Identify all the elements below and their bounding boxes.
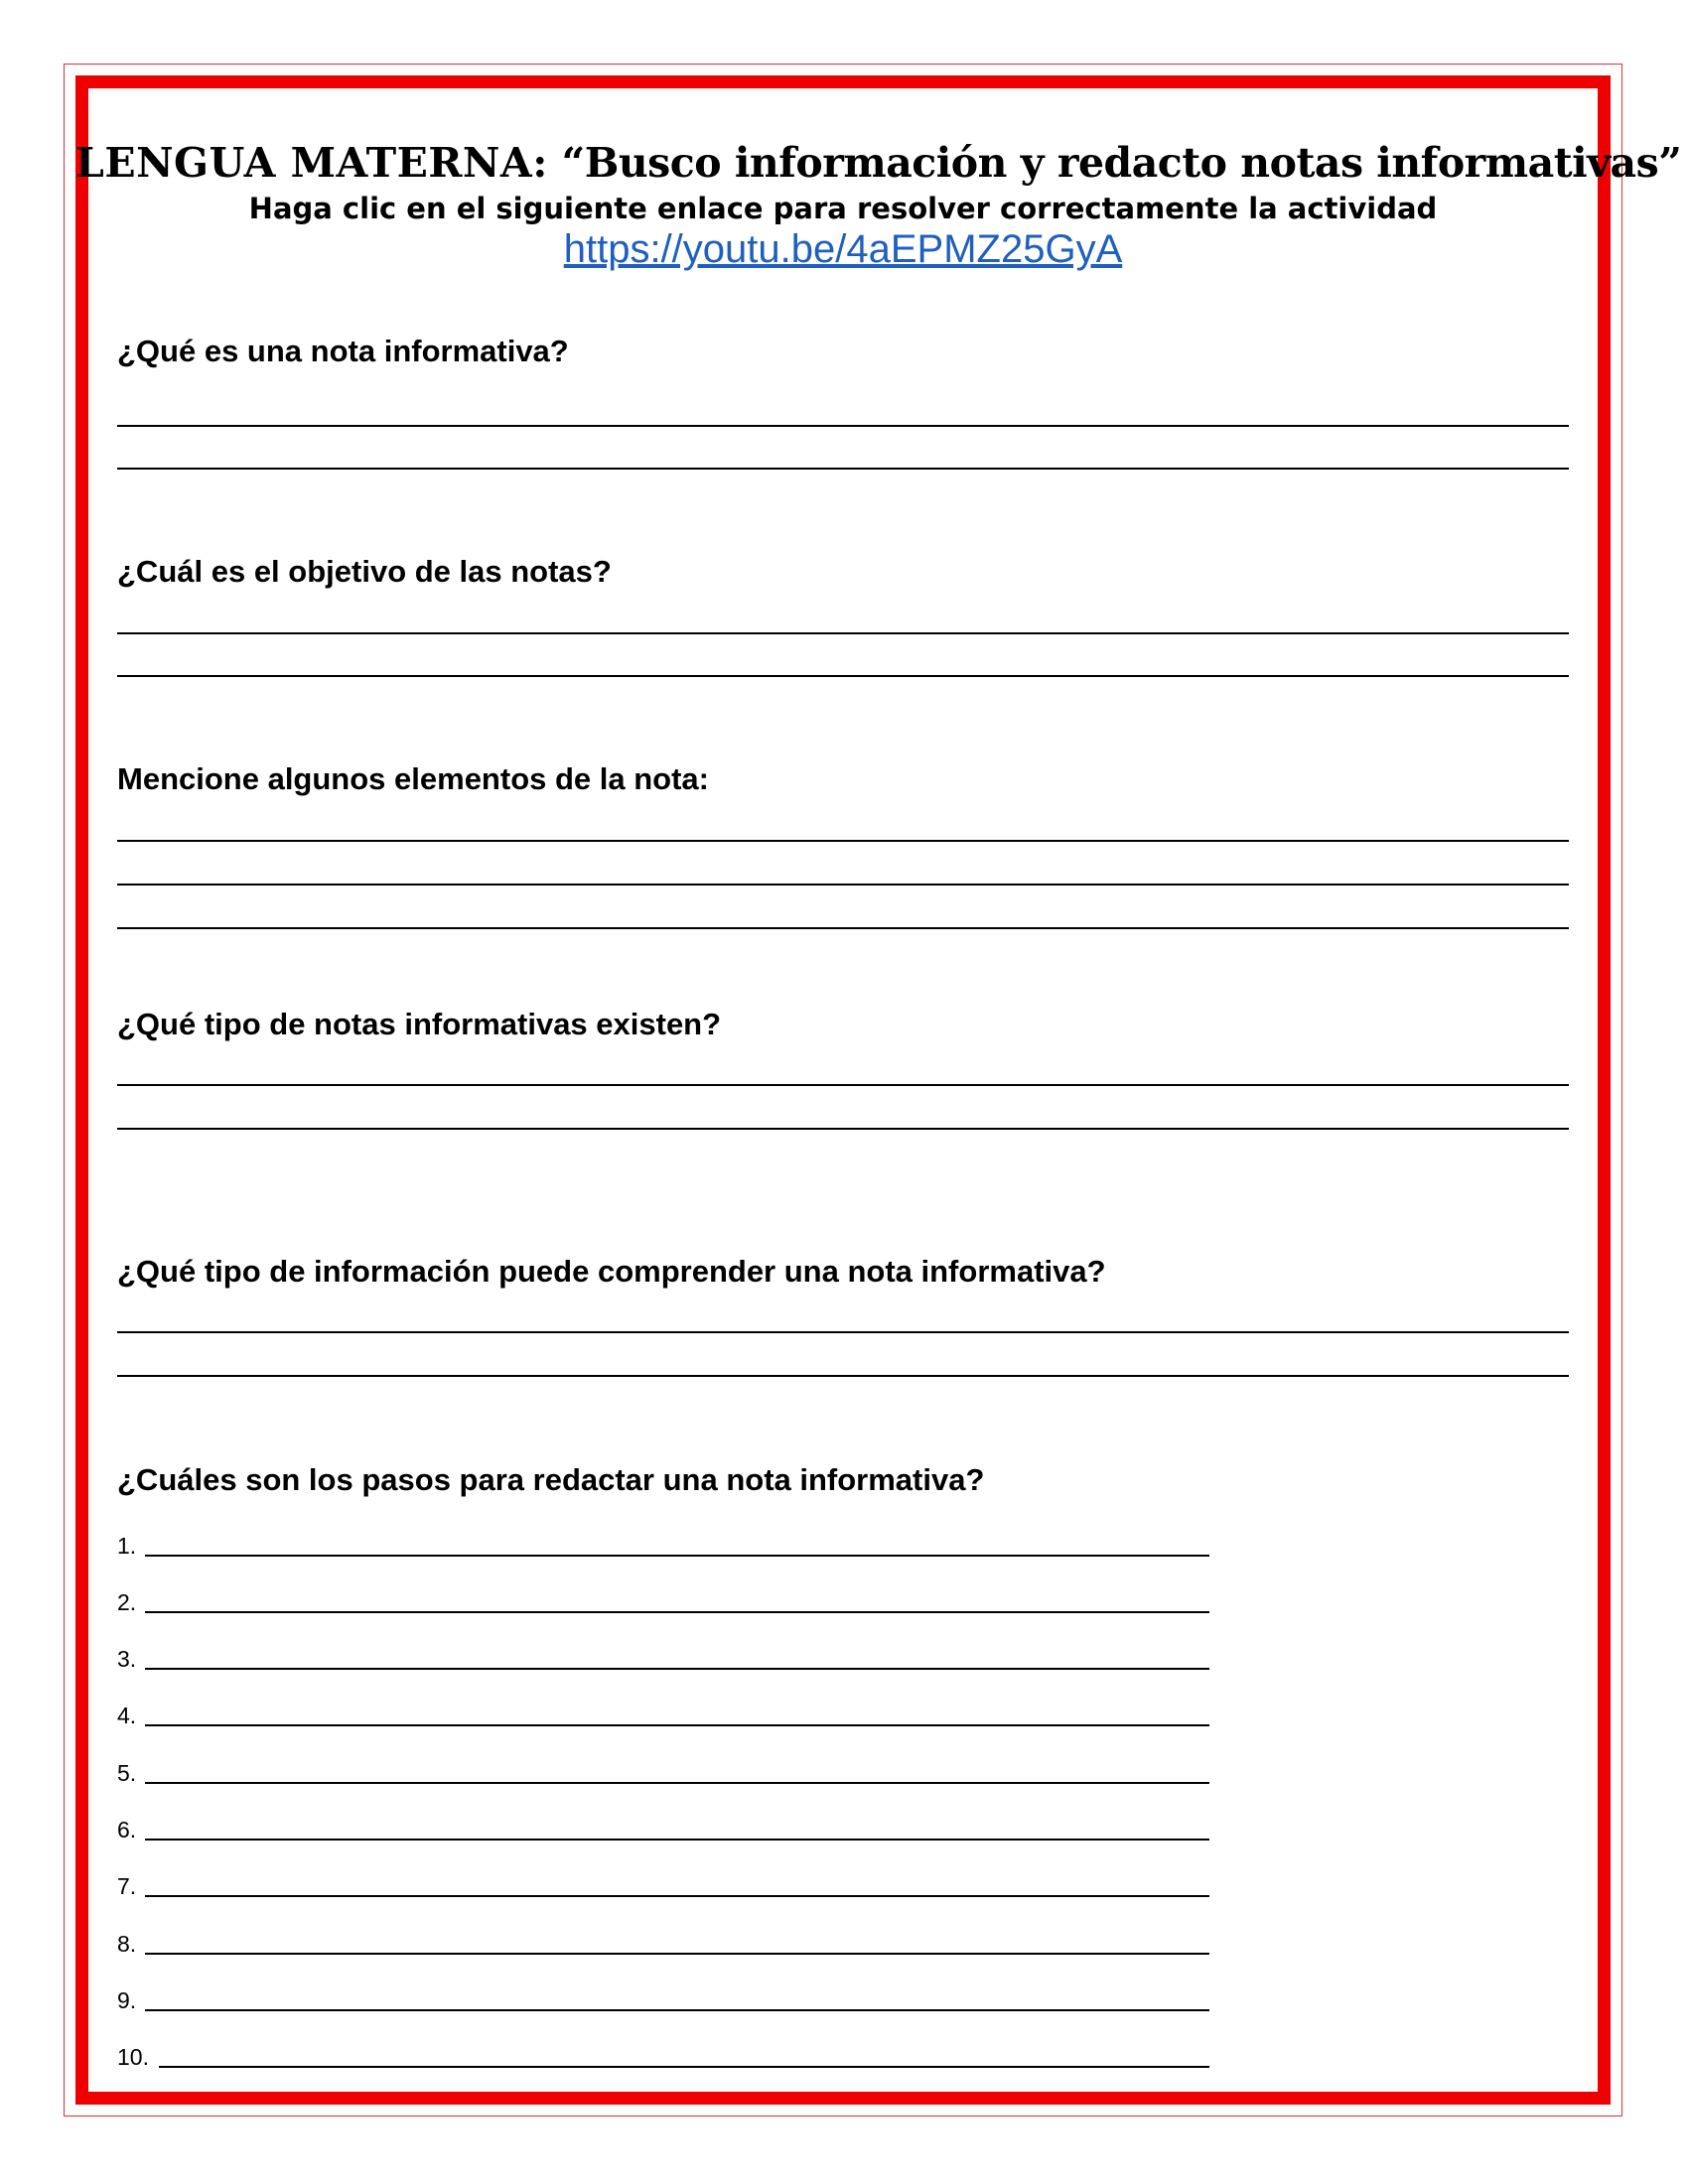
step-row <box>117 1807 1209 1843</box>
step-answer-line[interactable] <box>145 1839 1209 1841</box>
step-row <box>117 1523 1209 1559</box>
title-subject: LENGUA MATERNA: <box>75 139 548 187</box>
answer-line[interactable] <box>117 1331 1569 1333</box>
worksheet-title <box>75 137 1682 189</box>
step-number: 3. <box>117 1646 137 1672</box>
instruction-text: Haga clic en el siguiente enlace para resolver correctamente la actividad <box>248 192 1438 225</box>
step-answer-line[interactable] <box>145 1953 1209 1955</box>
step-row <box>117 1750 1209 1786</box>
answer-line[interactable] <box>117 927 1569 929</box>
question-1: ¿Qué es una nota informativa? <box>117 334 569 368</box>
answer-line[interactable] <box>117 884 1569 886</box>
step-answer-line[interactable] <box>145 1555 1209 1557</box>
step-answer-line[interactable] <box>145 1895 1209 1897</box>
answer-line[interactable] <box>117 1375 1569 1377</box>
step-row <box>117 1921 1209 1957</box>
title-topic: “Busco información y redacto notas informativas” <box>561 139 1682 187</box>
step-number: 4. <box>117 1703 137 1728</box>
step-answer-line[interactable] <box>145 1724 1209 1726</box>
question-4: ¿Qué tipo de notas informativas existen? <box>117 1007 722 1041</box>
step-answer-line[interactable] <box>159 2066 1209 2068</box>
step-number: 7. <box>117 1873 137 1899</box>
answer-line[interactable] <box>117 632 1569 634</box>
answer-line[interactable] <box>117 468 1569 470</box>
step-answer-line[interactable] <box>145 2009 1209 2011</box>
step-number: 1. <box>117 1533 137 1559</box>
video-link[interactable]: https://youtu.be/4aEPMZ25GyA <box>563 227 1123 271</box>
step-number: 8. <box>117 1931 137 1957</box>
question-2: ¿Cuál es el objetivo de las notas? <box>117 554 612 589</box>
worksheet-header <box>75 137 1682 272</box>
page-border <box>75 75 1611 2105</box>
step-number: 6. <box>117 1817 137 1843</box>
question-6: ¿Cuáles son los pasos para redactar una nota informativa? <box>117 1462 985 1497</box>
step-number: 9. <box>117 1987 137 2013</box>
step-answer-line[interactable] <box>145 1782 1209 1784</box>
step-answer-line[interactable] <box>145 1668 1209 1670</box>
step-row <box>117 1863 1209 1899</box>
answer-line[interactable] <box>117 840 1569 842</box>
answer-line[interactable] <box>117 1084 1569 1086</box>
question-5: ¿Qué tipo de información puede comprender una nota informativa? <box>117 1254 1106 1289</box>
step-row <box>117 2034 1209 2070</box>
step-row <box>117 1636 1209 1672</box>
step-number: 2. <box>117 1589 137 1615</box>
answer-line[interactable] <box>117 1128 1569 1130</box>
question-3: Mencione algunos elementos de la nota: <box>117 761 709 796</box>
answer-line[interactable] <box>117 675 1569 677</box>
step-answer-line[interactable] <box>145 1611 1209 1613</box>
step-number: 5. <box>117 1760 137 1786</box>
step-row <box>117 1693 1209 1728</box>
step-row <box>117 1978 1209 2013</box>
answer-line[interactable] <box>117 425 1569 427</box>
step-row <box>117 1579 1209 1615</box>
step-number: 10. <box>117 2044 149 2070</box>
